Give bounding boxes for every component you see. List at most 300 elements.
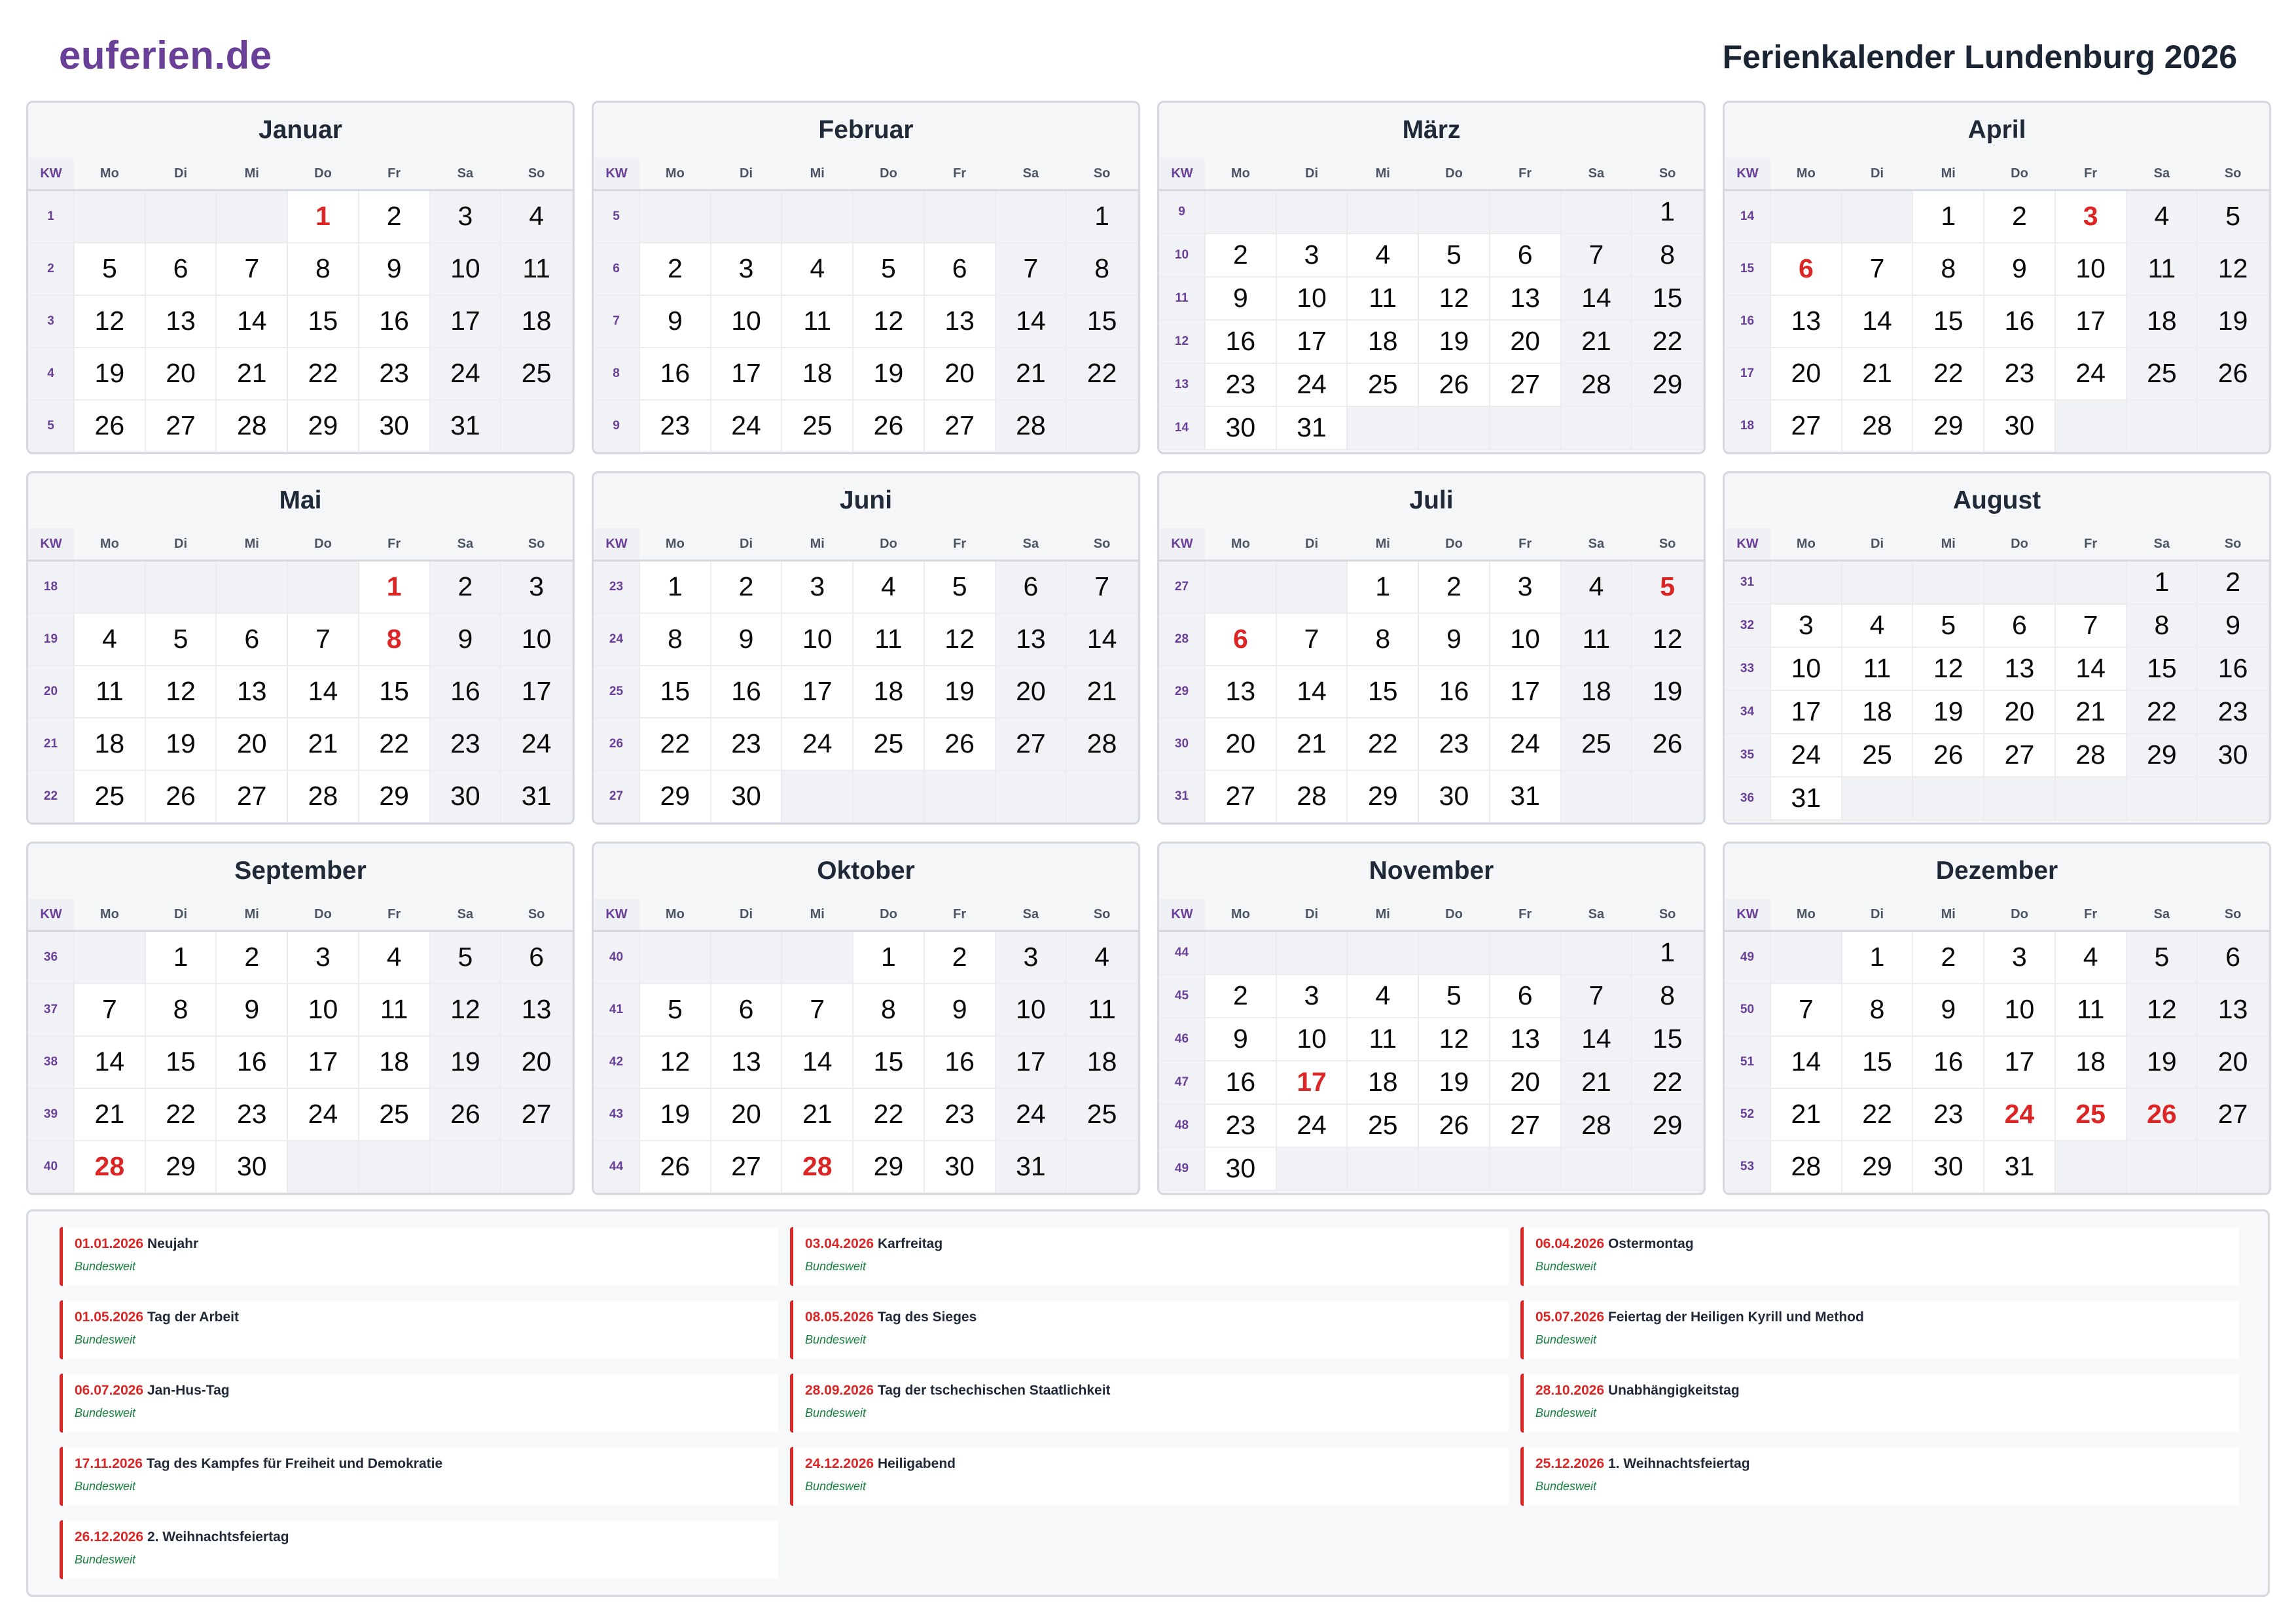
day-cell[interactable]: 29 xyxy=(1632,363,1703,406)
day-cell[interactable]: 17 xyxy=(501,666,572,718)
day-cell[interactable]: 30 xyxy=(216,1141,287,1193)
day-cell[interactable]: 18 xyxy=(781,348,853,400)
holiday-day-cell[interactable]: 1 xyxy=(359,561,430,613)
holiday-day-cell[interactable]: 5 xyxy=(1632,561,1703,613)
day-cell[interactable]: 4 xyxy=(853,561,924,613)
day-cell[interactable]: 19 xyxy=(2126,1036,2198,1088)
day-cell[interactable]: 11 xyxy=(1066,984,1138,1036)
day-cell[interactable]: 8 xyxy=(1632,974,1703,1018)
day-cell[interactable]: 22 xyxy=(1632,1061,1703,1104)
day-cell[interactable]: 17 xyxy=(2055,295,2126,348)
day-cell[interactable]: 13 xyxy=(216,666,287,718)
day-cell[interactable]: 23 xyxy=(711,718,782,770)
day-cell[interactable]: 4 xyxy=(74,613,145,666)
day-cell[interactable]: 22 xyxy=(1347,718,1418,770)
day-cell[interactable]: 7 xyxy=(996,243,1067,295)
day-cell[interactable]: 10 xyxy=(1770,647,1842,690)
day-cell[interactable]: 11 xyxy=(2055,984,2126,1036)
day-cell[interactable]: 1 xyxy=(1632,190,1703,234)
day-cell[interactable]: 6 xyxy=(145,243,217,295)
day-cell[interactable]: 15 xyxy=(1842,1036,1913,1088)
day-cell[interactable]: 4 xyxy=(2055,931,2126,984)
day-cell[interactable]: 21 xyxy=(1066,666,1138,718)
day-cell[interactable]: 30 xyxy=(711,770,782,823)
holiday-day-cell[interactable]: 6 xyxy=(1770,243,1842,295)
day-cell[interactable]: 20 xyxy=(1205,718,1276,770)
day-cell[interactable]: 17 xyxy=(287,1036,359,1088)
day-cell[interactable]: 11 xyxy=(74,666,145,718)
day-cell[interactable]: 20 xyxy=(1984,690,2055,734)
day-cell[interactable]: 16 xyxy=(1418,666,1490,718)
day-cell[interactable]: 13 xyxy=(1770,295,1842,348)
day-cell[interactable]: 7 xyxy=(1066,561,1138,613)
day-cell[interactable]: 8 xyxy=(1842,984,1913,1036)
day-cell[interactable]: 13 xyxy=(145,295,217,348)
day-cell[interactable]: 9 xyxy=(1418,613,1490,666)
day-cell[interactable]: 13 xyxy=(1490,1018,1561,1061)
day-cell[interactable]: 24 xyxy=(1276,1104,1348,1147)
day-cell[interactable]: 11 xyxy=(1347,1018,1418,1061)
day-cell[interactable]: 20 xyxy=(501,1036,572,1088)
day-cell[interactable]: 24 xyxy=(501,718,572,770)
day-cell[interactable]: 27 xyxy=(216,770,287,823)
day-cell[interactable]: 23 xyxy=(1984,348,2055,400)
day-cell[interactable]: 8 xyxy=(145,984,217,1036)
day-cell[interactable]: 16 xyxy=(430,666,501,718)
day-cell[interactable]: 19 xyxy=(1912,690,1984,734)
day-cell[interactable]: 3 xyxy=(1984,931,2055,984)
day-cell[interactable]: 27 xyxy=(711,1141,782,1193)
day-cell[interactable]: 19 xyxy=(1418,320,1490,363)
day-cell[interactable]: 31 xyxy=(996,1141,1067,1193)
day-cell[interactable]: 24 xyxy=(430,348,501,400)
day-cell[interactable]: 12 xyxy=(639,1036,711,1088)
day-cell[interactable]: 13 xyxy=(2197,984,2269,1036)
day-cell[interactable]: 12 xyxy=(853,295,924,348)
day-cell[interactable]: 15 xyxy=(145,1036,217,1088)
day-cell[interactable]: 4 xyxy=(359,931,430,984)
day-cell[interactable]: 3 xyxy=(501,561,572,613)
day-cell[interactable]: 26 xyxy=(924,718,996,770)
holiday-day-cell[interactable]: 28 xyxy=(74,1141,145,1193)
day-cell[interactable]: 1 xyxy=(1842,931,1913,984)
day-cell[interactable]: 19 xyxy=(853,348,924,400)
day-cell[interactable]: 7 xyxy=(1561,234,1632,277)
day-cell[interactable]: 28 xyxy=(287,770,359,823)
day-cell[interactable]: 9 xyxy=(430,613,501,666)
day-cell[interactable]: 2 xyxy=(430,561,501,613)
day-cell[interactable]: 10 xyxy=(287,984,359,1036)
day-cell[interactable]: 3 xyxy=(1490,561,1561,613)
day-cell[interactable]: 5 xyxy=(430,931,501,984)
day-cell[interactable]: 31 xyxy=(1770,777,1842,820)
day-cell[interactable]: 16 xyxy=(1912,1036,1984,1088)
day-cell[interactable]: 10 xyxy=(1984,984,2055,1036)
day-cell[interactable]: 12 xyxy=(430,984,501,1036)
day-cell[interactable]: 15 xyxy=(639,666,711,718)
day-cell[interactable]: 4 xyxy=(781,243,853,295)
day-cell[interactable]: 17 xyxy=(1984,1036,2055,1088)
day-cell[interactable]: 13 xyxy=(711,1036,782,1088)
day-cell[interactable]: 23 xyxy=(1418,718,1490,770)
day-cell[interactable]: 3 xyxy=(1276,974,1348,1018)
day-cell[interactable]: 13 xyxy=(996,613,1067,666)
day-cell[interactable]: 6 xyxy=(216,613,287,666)
day-cell[interactable]: 6 xyxy=(711,984,782,1036)
day-cell[interactable]: 3 xyxy=(287,931,359,984)
day-cell[interactable]: 21 xyxy=(1276,718,1348,770)
day-cell[interactable]: 2 xyxy=(1205,234,1276,277)
day-cell[interactable]: 22 xyxy=(639,718,711,770)
day-cell[interactable]: 24 xyxy=(1490,718,1561,770)
day-cell[interactable]: 20 xyxy=(145,348,217,400)
day-cell[interactable]: 21 xyxy=(996,348,1067,400)
day-cell[interactable]: 30 xyxy=(1205,1147,1276,1190)
day-cell[interactable]: 4 xyxy=(1842,604,1913,647)
day-cell[interactable]: 21 xyxy=(216,348,287,400)
day-cell[interactable]: 26 xyxy=(430,1088,501,1141)
day-cell[interactable]: 28 xyxy=(1276,770,1348,823)
day-cell[interactable]: 6 xyxy=(996,561,1067,613)
day-cell[interactable]: 10 xyxy=(501,613,572,666)
day-cell[interactable]: 2 xyxy=(1205,974,1276,1018)
holiday-day-cell[interactable]: 28 xyxy=(781,1141,853,1193)
day-cell[interactable]: 19 xyxy=(1418,1061,1490,1104)
day-cell[interactable]: 2 xyxy=(1418,561,1490,613)
day-cell[interactable]: 26 xyxy=(1418,363,1490,406)
day-cell[interactable]: 17 xyxy=(1490,666,1561,718)
day-cell[interactable]: 16 xyxy=(1205,320,1276,363)
day-cell[interactable]: 10 xyxy=(1276,277,1348,320)
day-cell[interactable]: 24 xyxy=(1770,734,1842,777)
day-cell[interactable]: 20 xyxy=(216,718,287,770)
day-cell[interactable]: 12 xyxy=(2197,243,2269,295)
day-cell[interactable]: 14 xyxy=(1066,613,1138,666)
day-cell[interactable]: 9 xyxy=(1205,277,1276,320)
day-cell[interactable]: 23 xyxy=(1205,363,1276,406)
day-cell[interactable]: 5 xyxy=(1418,234,1490,277)
day-cell[interactable]: 8 xyxy=(853,984,924,1036)
day-cell[interactable]: 30 xyxy=(430,770,501,823)
day-cell[interactable]: 4 xyxy=(1347,974,1418,1018)
day-cell[interactable]: 25 xyxy=(1347,1104,1418,1147)
day-cell[interactable]: 10 xyxy=(430,243,501,295)
day-cell[interactable]: 12 xyxy=(1912,647,1984,690)
day-cell[interactable]: 16 xyxy=(1984,295,2055,348)
day-cell[interactable]: 25 xyxy=(2126,348,2198,400)
day-cell[interactable]: 4 xyxy=(2126,190,2198,243)
day-cell[interactable]: 1 xyxy=(1066,190,1138,243)
day-cell[interactable]: 20 xyxy=(711,1088,782,1141)
day-cell[interactable]: 15 xyxy=(1347,666,1418,718)
day-cell[interactable]: 18 xyxy=(1561,666,1632,718)
day-cell[interactable]: 23 xyxy=(639,400,711,452)
day-cell[interactable]: 14 xyxy=(1770,1036,1842,1088)
day-cell[interactable]: 28 xyxy=(2055,734,2126,777)
day-cell[interactable]: 26 xyxy=(639,1141,711,1193)
day-cell[interactable]: 10 xyxy=(1276,1018,1348,1061)
day-cell[interactable]: 24 xyxy=(1276,363,1348,406)
day-cell[interactable]: 18 xyxy=(1842,690,1913,734)
day-cell[interactable]: 15 xyxy=(2126,647,2198,690)
day-cell[interactable]: 14 xyxy=(2055,647,2126,690)
day-cell[interactable]: 14 xyxy=(996,295,1067,348)
day-cell[interactable]: 15 xyxy=(359,666,430,718)
day-cell[interactable]: 11 xyxy=(1347,277,1418,320)
day-cell[interactable]: 24 xyxy=(996,1088,1067,1141)
day-cell[interactable]: 12 xyxy=(74,295,145,348)
day-cell[interactable]: 6 xyxy=(1490,974,1561,1018)
day-cell[interactable]: 25 xyxy=(1561,718,1632,770)
day-cell[interactable]: 16 xyxy=(216,1036,287,1088)
day-cell[interactable]: 17 xyxy=(1276,320,1348,363)
day-cell[interactable]: 15 xyxy=(1632,1018,1703,1061)
day-cell[interactable]: 7 xyxy=(216,243,287,295)
holiday-day-cell[interactable]: 8 xyxy=(359,613,430,666)
day-cell[interactable]: 1 xyxy=(639,561,711,613)
day-cell[interactable]: 6 xyxy=(924,243,996,295)
day-cell[interactable]: 29 xyxy=(1632,1104,1703,1147)
day-cell[interactable]: 21 xyxy=(287,718,359,770)
day-cell[interactable]: 11 xyxy=(853,613,924,666)
day-cell[interactable]: 26 xyxy=(853,400,924,452)
day-cell[interactable]: 22 xyxy=(287,348,359,400)
day-cell[interactable]: 24 xyxy=(2055,348,2126,400)
day-cell[interactable]: 22 xyxy=(1912,348,1984,400)
day-cell[interactable]: 16 xyxy=(359,295,430,348)
day-cell[interactable]: 30 xyxy=(924,1141,996,1193)
day-cell[interactable]: 19 xyxy=(1632,666,1703,718)
day-cell[interactable]: 2 xyxy=(1984,190,2055,243)
day-cell[interactable]: 23 xyxy=(430,718,501,770)
day-cell[interactable]: 8 xyxy=(1066,243,1138,295)
day-cell[interactable]: 30 xyxy=(359,400,430,452)
day-cell[interactable]: 13 xyxy=(1490,277,1561,320)
day-cell[interactable]: 7 xyxy=(1561,974,1632,1018)
day-cell[interactable]: 22 xyxy=(1632,320,1703,363)
day-cell[interactable]: 26 xyxy=(74,400,145,452)
day-cell[interactable]: 31 xyxy=(430,400,501,452)
day-cell[interactable]: 2 xyxy=(711,561,782,613)
day-cell[interactable]: 18 xyxy=(1066,1036,1138,1088)
day-cell[interactable]: 13 xyxy=(1205,666,1276,718)
day-cell[interactable]: 25 xyxy=(1347,363,1418,406)
day-cell[interactable]: 28 xyxy=(1066,718,1138,770)
day-cell[interactable]: 24 xyxy=(711,400,782,452)
day-cell[interactable]: 6 xyxy=(1490,234,1561,277)
day-cell[interactable]: 11 xyxy=(1842,647,1913,690)
day-cell[interactable]: 29 xyxy=(287,400,359,452)
day-cell[interactable]: 27 xyxy=(501,1088,572,1141)
day-cell[interactable]: 10 xyxy=(781,613,853,666)
day-cell[interactable]: 2 xyxy=(216,931,287,984)
day-cell[interactable]: 2 xyxy=(2197,561,2269,604)
day-cell[interactable]: 30 xyxy=(1912,1141,1984,1193)
day-cell[interactable]: 21 xyxy=(1770,1088,1842,1141)
day-cell[interactable]: 2 xyxy=(1912,931,1984,984)
day-cell[interactable]: 13 xyxy=(924,295,996,348)
day-cell[interactable]: 18 xyxy=(1347,320,1418,363)
day-cell[interactable]: 22 xyxy=(1842,1088,1913,1141)
day-cell[interactable]: 7 xyxy=(1842,243,1913,295)
day-cell[interactable]: 2 xyxy=(924,931,996,984)
day-cell[interactable]: 18 xyxy=(1347,1061,1418,1104)
day-cell[interactable]: 17 xyxy=(1770,690,1842,734)
day-cell[interactable]: 12 xyxy=(1418,277,1490,320)
day-cell[interactable]: 17 xyxy=(711,348,782,400)
day-cell[interactable]: 23 xyxy=(1205,1104,1276,1147)
day-cell[interactable]: 4 xyxy=(1561,561,1632,613)
day-cell[interactable]: 30 xyxy=(1984,400,2055,452)
day-cell[interactable]: 19 xyxy=(430,1036,501,1088)
day-cell[interactable]: 26 xyxy=(1912,734,1984,777)
holiday-day-cell[interactable]: 24 xyxy=(1984,1088,2055,1141)
day-cell[interactable]: 22 xyxy=(853,1088,924,1141)
day-cell[interactable]: 5 xyxy=(853,243,924,295)
day-cell[interactable]: 8 xyxy=(639,613,711,666)
day-cell[interactable]: 27 xyxy=(1490,363,1561,406)
day-cell[interactable]: 13 xyxy=(501,984,572,1036)
day-cell[interactable]: 14 xyxy=(287,666,359,718)
day-cell[interactable]: 4 xyxy=(1066,931,1138,984)
day-cell[interactable]: 29 xyxy=(639,770,711,823)
holiday-day-cell[interactable]: 26 xyxy=(2126,1088,2198,1141)
day-cell[interactable]: 17 xyxy=(781,666,853,718)
day-cell[interactable]: 3 xyxy=(711,243,782,295)
day-cell[interactable]: 1 xyxy=(853,931,924,984)
day-cell[interactable]: 14 xyxy=(216,295,287,348)
day-cell[interactable]: 21 xyxy=(1561,1061,1632,1104)
day-cell[interactable]: 7 xyxy=(2055,604,2126,647)
day-cell[interactable]: 26 xyxy=(145,770,217,823)
day-cell[interactable]: 11 xyxy=(501,243,572,295)
holiday-day-cell[interactable]: 25 xyxy=(2055,1088,2126,1141)
day-cell[interactable]: 27 xyxy=(996,718,1067,770)
day-cell[interactable]: 1 xyxy=(2126,561,2198,604)
day-cell[interactable]: 4 xyxy=(501,190,572,243)
day-cell[interactable]: 6 xyxy=(501,931,572,984)
day-cell[interactable]: 11 xyxy=(781,295,853,348)
day-cell[interactable]: 15 xyxy=(1912,295,1984,348)
day-cell[interactable]: 29 xyxy=(1842,1141,1913,1193)
day-cell[interactable]: 27 xyxy=(1490,1104,1561,1147)
day-cell[interactable]: 19 xyxy=(924,666,996,718)
day-cell[interactable]: 3 xyxy=(1276,234,1348,277)
day-cell[interactable]: 1 xyxy=(1632,931,1703,974)
day-cell[interactable]: 2 xyxy=(359,190,430,243)
day-cell[interactable]: 9 xyxy=(924,984,996,1036)
day-cell[interactable]: 5 xyxy=(2126,931,2198,984)
day-cell[interactable]: 17 xyxy=(996,1036,1067,1088)
day-cell[interactable]: 22 xyxy=(145,1088,217,1141)
day-cell[interactable]: 21 xyxy=(74,1088,145,1141)
day-cell[interactable]: 15 xyxy=(287,295,359,348)
day-cell[interactable]: 10 xyxy=(711,295,782,348)
day-cell[interactable]: 19 xyxy=(74,348,145,400)
day-cell[interactable]: 5 xyxy=(1912,604,1984,647)
day-cell[interactable]: 21 xyxy=(1561,320,1632,363)
day-cell[interactable]: 25 xyxy=(74,770,145,823)
day-cell[interactable]: 9 xyxy=(1984,243,2055,295)
day-cell[interactable]: 31 xyxy=(1984,1141,2055,1193)
day-cell[interactable]: 14 xyxy=(1561,1018,1632,1061)
holiday-day-cell[interactable]: 3 xyxy=(2055,190,2126,243)
day-cell[interactable]: 20 xyxy=(1490,1061,1561,1104)
day-cell[interactable]: 29 xyxy=(145,1141,217,1193)
day-cell[interactable]: 29 xyxy=(1912,400,1984,452)
day-cell[interactable]: 28 xyxy=(216,400,287,452)
day-cell[interactable]: 19 xyxy=(639,1088,711,1141)
day-cell[interactable]: 30 xyxy=(1205,406,1276,450)
day-cell[interactable]: 16 xyxy=(1205,1061,1276,1104)
day-cell[interactable]: 29 xyxy=(359,770,430,823)
day-cell[interactable]: 9 xyxy=(2197,604,2269,647)
day-cell[interactable]: 20 xyxy=(2197,1036,2269,1088)
day-cell[interactable]: 12 xyxy=(1632,613,1703,666)
day-cell[interactable]: 1 xyxy=(1912,190,1984,243)
day-cell[interactable]: 27 xyxy=(2197,1088,2269,1141)
day-cell[interactable]: 9 xyxy=(359,243,430,295)
day-cell[interactable]: 25 xyxy=(359,1088,430,1141)
day-cell[interactable]: 25 xyxy=(781,400,853,452)
day-cell[interactable]: 15 xyxy=(1632,277,1703,320)
day-cell[interactable]: 1 xyxy=(1347,561,1418,613)
site-logo[interactable]: euferien.de xyxy=(59,33,272,77)
day-cell[interactable]: 11 xyxy=(2126,243,2198,295)
day-cell[interactable]: 18 xyxy=(853,666,924,718)
day-cell[interactable]: 12 xyxy=(1418,1018,1490,1061)
day-cell[interactable]: 11 xyxy=(359,984,430,1036)
day-cell[interactable]: 14 xyxy=(781,1036,853,1088)
day-cell[interactable]: 14 xyxy=(1276,666,1348,718)
day-cell[interactable]: 24 xyxy=(781,718,853,770)
day-cell[interactable]: 20 xyxy=(924,348,996,400)
day-cell[interactable]: 12 xyxy=(2126,984,2198,1036)
day-cell[interactable]: 10 xyxy=(1490,613,1561,666)
day-cell[interactable]: 6 xyxy=(1984,604,2055,647)
day-cell[interactable]: 23 xyxy=(924,1088,996,1141)
day-cell[interactable]: 30 xyxy=(2197,734,2269,777)
day-cell[interactable]: 15 xyxy=(853,1036,924,1088)
day-cell[interactable]: 20 xyxy=(1770,348,1842,400)
day-cell[interactable]: 13 xyxy=(1984,647,2055,690)
day-cell[interactable]: 29 xyxy=(1347,770,1418,823)
day-cell[interactable]: 9 xyxy=(1912,984,1984,1036)
day-cell[interactable]: 22 xyxy=(2126,690,2198,734)
day-cell[interactable]: 4 xyxy=(1347,234,1418,277)
day-cell[interactable]: 14 xyxy=(1842,295,1913,348)
day-cell[interactable]: 7 xyxy=(1770,984,1842,1036)
day-cell[interactable]: 5 xyxy=(924,561,996,613)
day-cell[interactable]: 22 xyxy=(1066,348,1138,400)
day-cell[interactable]: 25 xyxy=(853,718,924,770)
day-cell[interactable]: 3 xyxy=(430,190,501,243)
day-cell[interactable]: 1 xyxy=(145,931,217,984)
day-cell[interactable]: 2 xyxy=(639,243,711,295)
day-cell[interactable]: 5 xyxy=(145,613,217,666)
day-cell[interactable]: 27 xyxy=(1984,734,2055,777)
day-cell[interactable]: 27 xyxy=(1770,400,1842,452)
day-cell[interactable]: 25 xyxy=(1066,1088,1138,1141)
day-cell[interactable]: 31 xyxy=(1490,770,1561,823)
day-cell[interactable]: 9 xyxy=(1205,1018,1276,1061)
day-cell[interactable]: 16 xyxy=(711,666,782,718)
day-cell[interactable]: 23 xyxy=(2197,690,2269,734)
day-cell[interactable]: 10 xyxy=(996,984,1067,1036)
day-cell[interactable]: 9 xyxy=(216,984,287,1036)
day-cell[interactable]: 20 xyxy=(1490,320,1561,363)
day-cell[interactable]: 7 xyxy=(781,984,853,1036)
